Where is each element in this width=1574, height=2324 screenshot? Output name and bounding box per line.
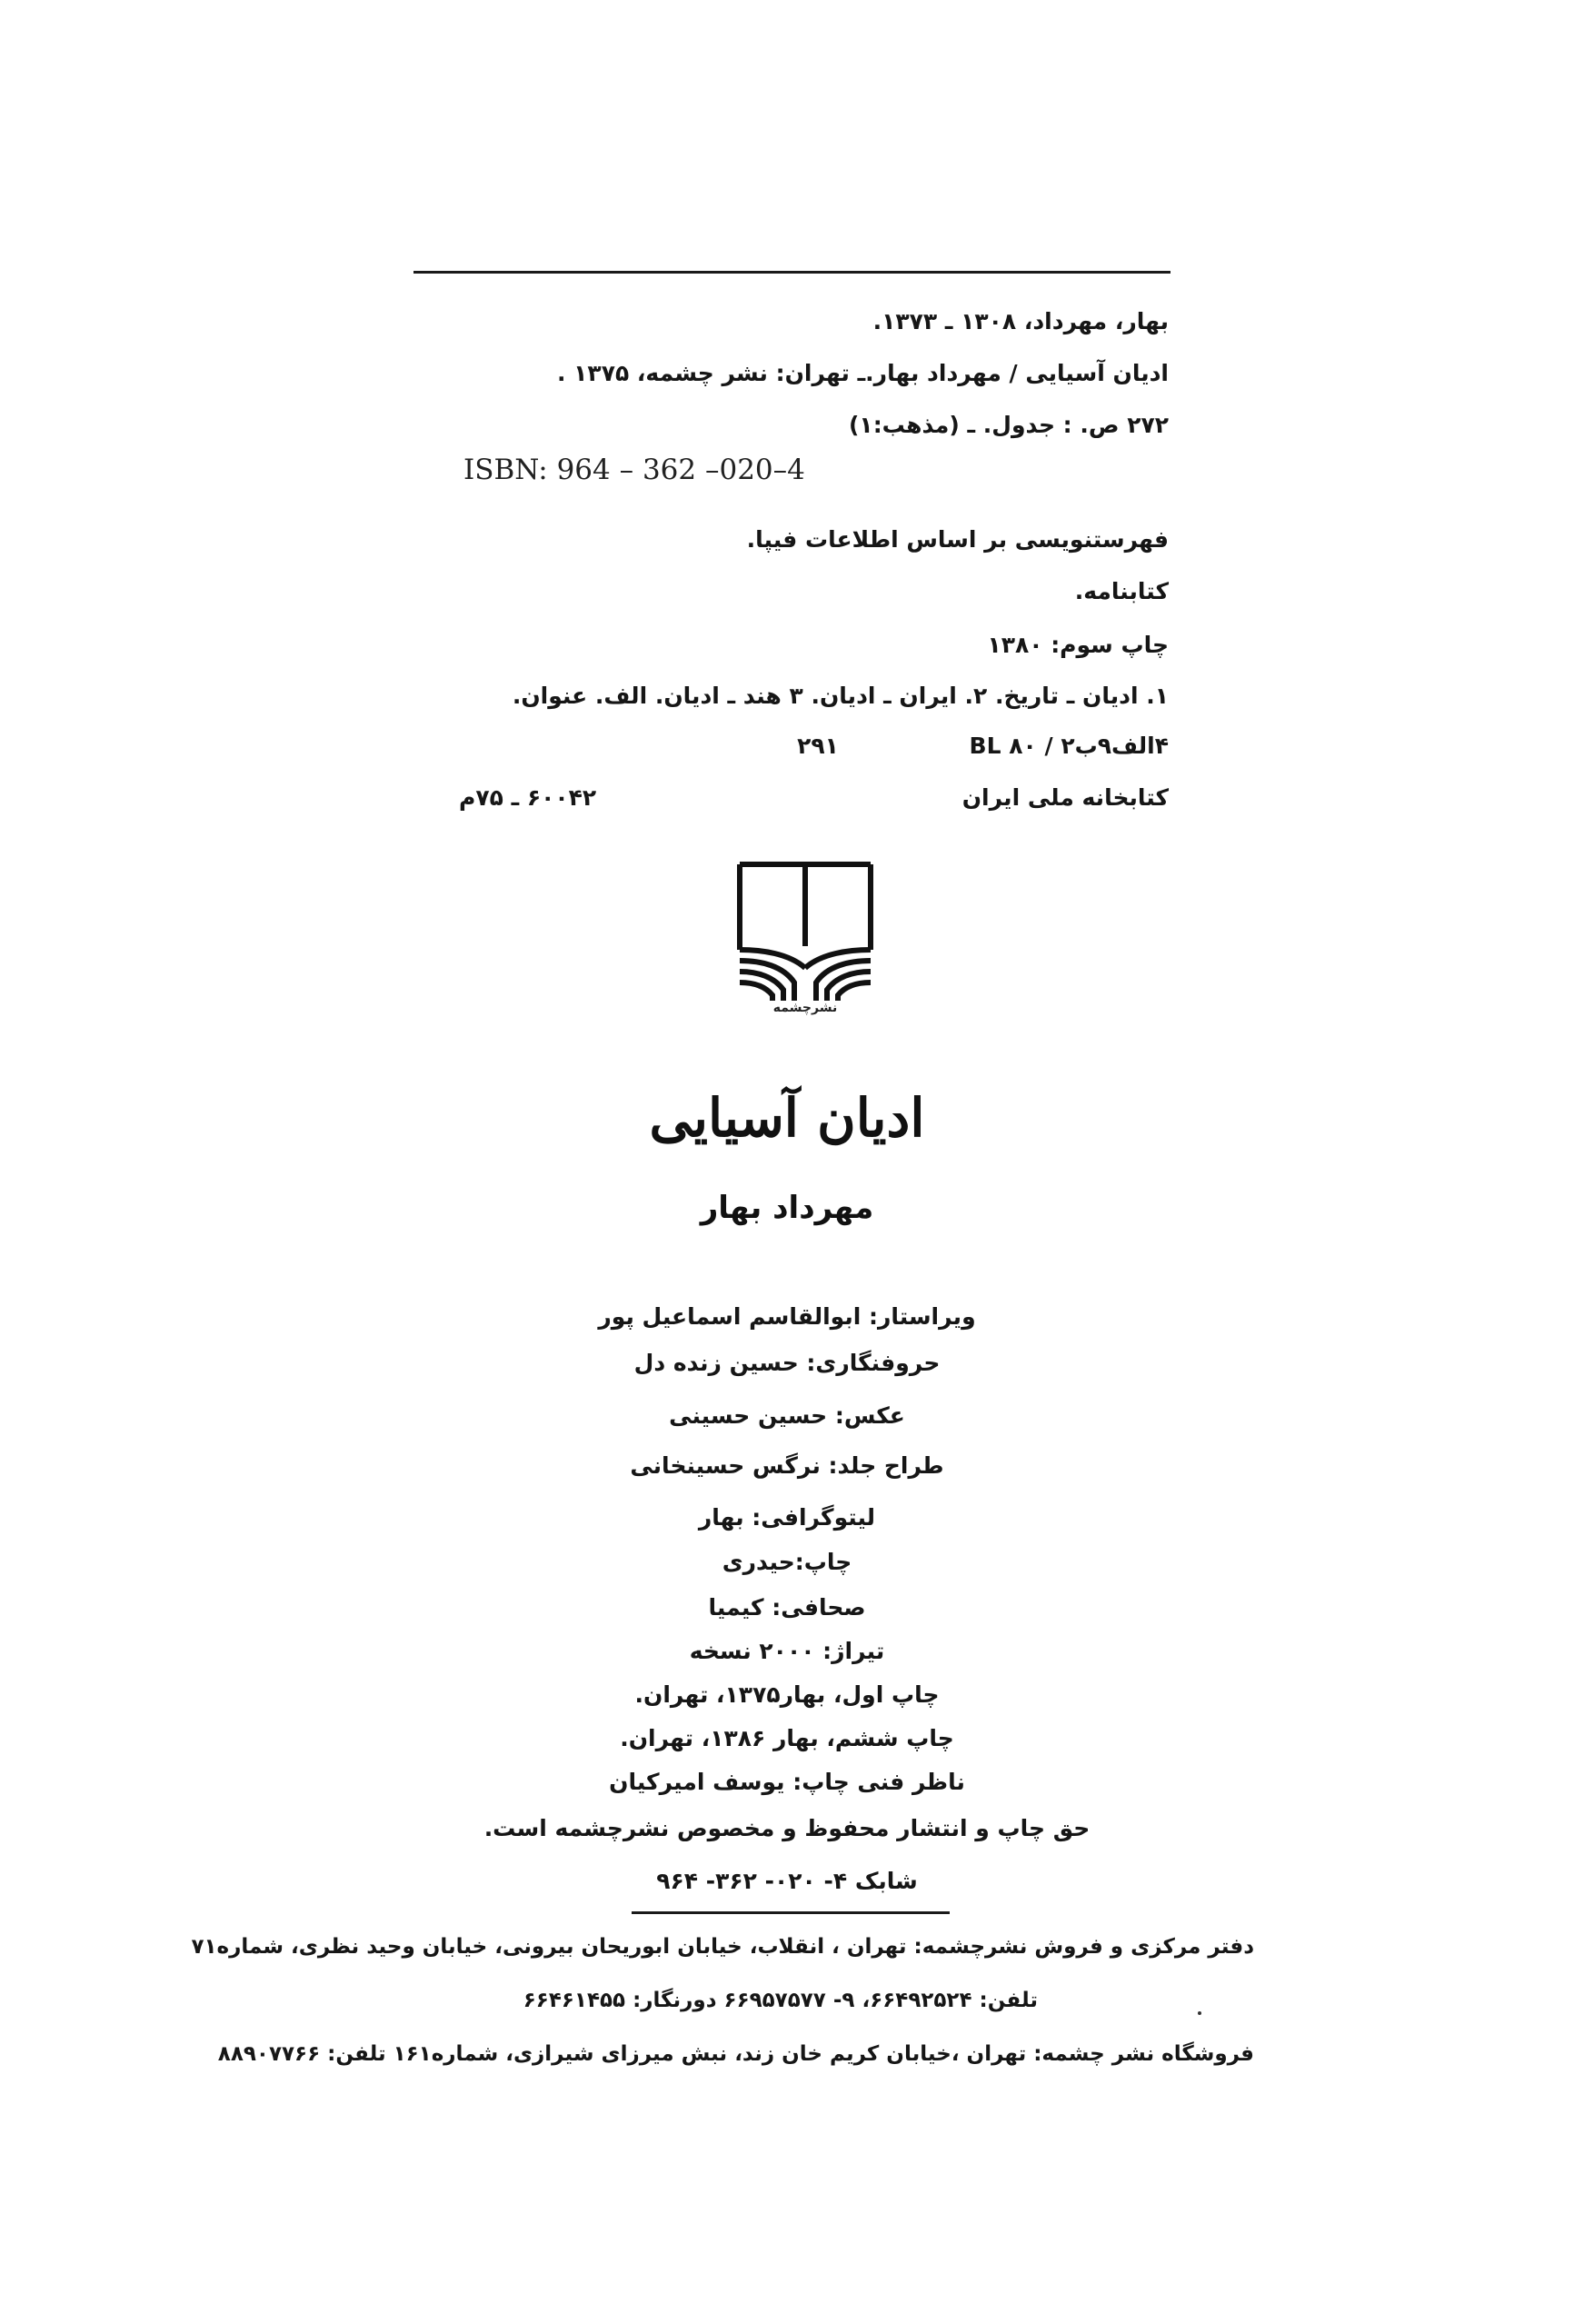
catalog-dewey: ۲۹۱ (797, 733, 839, 759)
credit-lithography: لیتوگرافی: بهار (698, 1504, 876, 1531)
catalog-print-edition: چاپ سوم: ۱۳۸۰ (987, 632, 1169, 658)
book-author: مهرداد بهار (700, 1190, 874, 1226)
credit-print-run: تیراژ: ۲۰۰۰ نسخه (689, 1638, 885, 1664)
catalog-lc-class: ۴الف۹ب۲ / ۸۰ BL (969, 733, 1169, 759)
credit-printing: چاپ:حیدری (722, 1549, 852, 1575)
credit-copyright-notice: حق چاپ و انتشار محفوظ و مخصوص نشرچشمه است. (483, 1815, 1091, 1841)
book-title: ادیان آسیایی (649, 1087, 925, 1149)
credit-technical-supervisor: ناظر فنی چاپ: یوسف امیرکیان (609, 1769, 965, 1795)
catalog-bibliography: کتابنامه. (1074, 578, 1169, 604)
catalog-pages-line: ۲۷۲ ص. : جدول. ـ (مذهب:۱) (848, 412, 1169, 438)
credit-photo: عکس: حسین حسینی (669, 1402, 905, 1429)
shabak-underline (632, 1911, 950, 1914)
catalog-subjects: ۱. ادیان ـ تاریخ. ۲. ایران ـ ادیان. ۳ هند ـ ادیان. الف. عنوان. (512, 683, 1169, 709)
address-store: فروشگاه نشر چشمه: تهران ،خیابان کریم خان زند، نبش میرزای شیرازی، شماره۱۶۱ تلفن: ۸۸۹۰۷۷۶۶ (217, 2042, 1254, 2066)
shabak-number: شابک ۴- ۰۲۰- ۳۶۲- ۹۶۴ (656, 1868, 918, 1894)
catalog-title-line: ادیان آسیایی / مهرداد بهار.ـ تهران: نشر چشمه، ۱۳۷۵ . (556, 360, 1169, 386)
credit-sixth-edition: چاپ ششم، بهار ۱۳۸۶، تهران. (620, 1725, 954, 1751)
catalog-fipa-note: فهرستنویسی بر اساس اطلاعات فیپا. (746, 526, 1169, 553)
catalog-library-number: ۶۰۰۴۲ ـ ۷۵م (459, 784, 597, 811)
address-phone: تلفن: ۶۶۴۹۲۵۲۴، ۹- ۶۶۹۵۷۵۷۷ دورنگار: ۶۶۴۶۱۴۵۵ (523, 1989, 1038, 2012)
catalog-top-rule (413, 271, 1171, 274)
book-logo-icon (734, 859, 876, 1022)
credit-binding: صحافی: کیمیا (708, 1594, 866, 1621)
print-speck (1198, 2011, 1201, 2015)
logo-caption: نشرچشمه (772, 1001, 838, 1015)
address-central-office: دفتر مرکزی و فروش نشرچشمه: تهران ، انقلاب، خیابان ابوریحان بیرونی، خیابان وحید نظری، شماره۷۱ (191, 1935, 1254, 1959)
catalog-national-library: کتابخانه ملی ایران (961, 784, 1169, 811)
credit-editor: ویراستار: ابوالقاسم اسماعیل پور (598, 1303, 976, 1330)
catalog-author-line: بهار، مهرداد، ۱۳۰۸ ـ ۱۳۷۳. (872, 308, 1169, 334)
credit-cover-design: طراح جلد: نرگس حسینخانی (630, 1452, 944, 1479)
credit-first-edition: چاپ اول، بهار۱۳۷۵، تهران. (634, 1681, 940, 1708)
credit-typesetting: حروفنگاری: حسین زنده دل (633, 1350, 941, 1376)
catalog-isbn: ISBN: 964 – 362 –020–4 (463, 454, 805, 486)
